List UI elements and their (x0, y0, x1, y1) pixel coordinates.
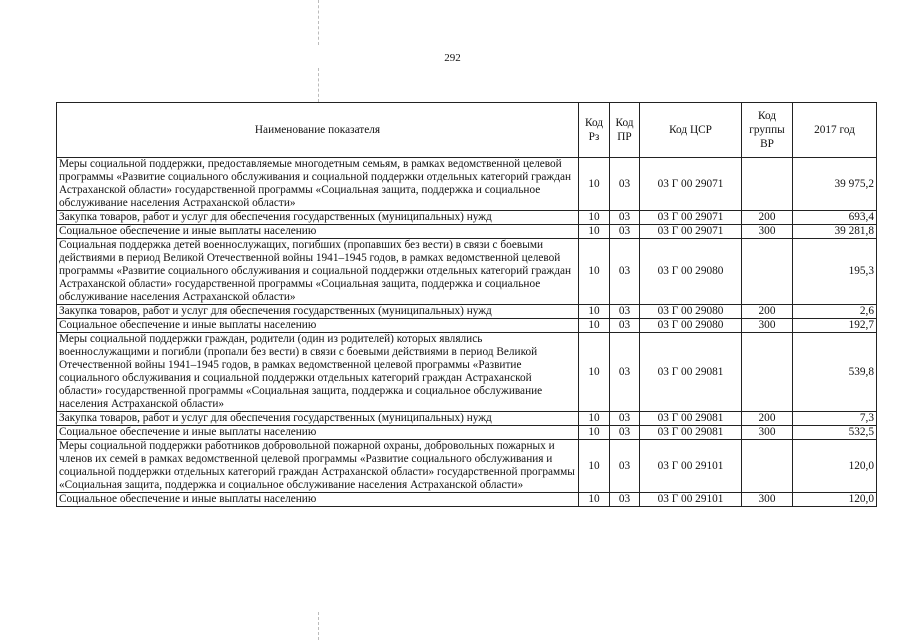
cell-name: Социальное обеспечение и иные выплаты населению (57, 426, 579, 440)
table-row (57, 319, 877, 333)
cell-vr: 300 (742, 225, 793, 239)
cell-rz: 10 (579, 211, 610, 225)
cell-csr: 03 Г 00 29081 (640, 426, 742, 440)
table-row (57, 333, 877, 412)
cell-rz: 10 (579, 426, 610, 440)
cell-amount: 39 975,2 (793, 158, 877, 211)
cell-vr (742, 440, 793, 493)
table-header-row (57, 103, 877, 158)
cell-rz: 10 (579, 333, 610, 412)
cell-name: Социальное обеспечение и иные выплаты населению (57, 225, 579, 239)
header-csr: Код ЦСР (640, 103, 742, 158)
scan-artifact-line (318, 0, 319, 45)
cell-name: Меры социальной поддержки работников добровольной пожарной охраны, добровольных пожарных и членов их семей в рамках ведомственной целевой программы «Развитие социального обслуживания и социальной поддержки отдельных категорий граждан Астраханской области» государственной программы «Социальная защита, поддержка и социальное обслуживание населения Астраханской области» (57, 440, 579, 493)
cell-rz: 10 (579, 412, 610, 426)
table-row (57, 305, 877, 319)
header-vr: Код группы ВР (742, 103, 793, 158)
cell-name: Социальная поддержка детей военнослужащих, погибших (пропавших без вести) в связи с боевыми действиями в период Великой Отечественной войны 1941–1945 годов, в рамках ведомственной целевой программы «Развитие социального обслуживания и социальной поддержки отдельных категорий граждан Астраханской области» государственной программы «Социальная защита, поддержка и социальное обслуживание населения Астраханской области» (57, 239, 579, 305)
cell-rz: 10 (579, 305, 610, 319)
cell-pr: 03 (610, 305, 640, 319)
header-year: 2017 год (793, 103, 877, 158)
cell-csr: 03 Г 00 29071 (640, 158, 742, 211)
cell-csr: 03 Г 00 29071 (640, 225, 742, 239)
cell-rz: 10 (579, 225, 610, 239)
cell-csr: 03 Г 00 29081 (640, 333, 742, 412)
cell-amount: 7,3 (793, 412, 877, 426)
cell-name: Социальное обеспечение и иные выплаты населению (57, 319, 579, 333)
cell-name: Закупка товаров, работ и услуг для обеспечения государственных (муниципальных) нужд (57, 211, 579, 225)
cell-pr: 03 (610, 412, 640, 426)
cell-amount: 539,8 (793, 333, 877, 412)
cell-rz: 10 (579, 440, 610, 493)
cell-vr: 300 (742, 426, 793, 440)
cell-vr: 300 (742, 319, 793, 333)
cell-csr: 03 Г 00 29081 (640, 412, 742, 426)
cell-csr: 03 Г 00 29101 (640, 493, 742, 507)
cell-vr: 200 (742, 412, 793, 426)
cell-pr: 03 (610, 440, 640, 493)
cell-amount: 693,4 (793, 211, 877, 225)
table-row (57, 440, 877, 493)
cell-pr: 03 (610, 225, 640, 239)
cell-pr: 03 (610, 426, 640, 440)
table-row (57, 412, 877, 426)
cell-vr: 200 (742, 211, 793, 225)
cell-vr (742, 239, 793, 305)
cell-rz: 10 (579, 239, 610, 305)
cell-vr (742, 333, 793, 412)
header-rz: Код Рз (579, 103, 610, 158)
cell-csr: 03 Г 00 29071 (640, 211, 742, 225)
cell-vr: 300 (742, 493, 793, 507)
cell-pr: 03 (610, 211, 640, 225)
cell-pr: 03 (610, 319, 640, 333)
cell-csr: 03 Г 00 29080 (640, 239, 742, 305)
header-pr: Код ПР (610, 103, 640, 158)
table-row (57, 158, 877, 211)
cell-name: Меры социальной поддержки граждан, родители (один из родителей) которых являлись военнослужащими и погибли (пропали без вести) в связи с боевыми действиями в период Великой Отечественной войны 1941–1945 годов, в рамках ведомственной целевой программы «Развитие социального обслуживания и социальной поддержки отдельных категорий граждан Астраханской области» государственной программы «Социальная защита, поддержка и социальное обслуживание населения Астраханской области» (57, 333, 579, 412)
table-row (57, 493, 877, 507)
cell-amount: 192,7 (793, 319, 877, 333)
cell-csr: 03 Г 00 29080 (640, 319, 742, 333)
cell-pr: 03 (610, 239, 640, 305)
budget-table (56, 102, 877, 507)
cell-amount: 120,0 (793, 440, 877, 493)
cell-pr: 03 (610, 493, 640, 507)
cell-vr (742, 158, 793, 211)
cell-amount: 39 281,8 (793, 225, 877, 239)
table-row (57, 211, 877, 225)
table-row (57, 225, 877, 239)
cell-csr: 03 Г 00 29101 (640, 440, 742, 493)
cell-rz: 10 (579, 493, 610, 507)
cell-amount: 532,5 (793, 426, 877, 440)
cell-vr: 200 (742, 305, 793, 319)
cell-pr: 03 (610, 333, 640, 412)
cell-rz: 10 (579, 319, 610, 333)
cell-pr: 03 (610, 158, 640, 211)
table-row (57, 426, 877, 440)
cell-amount: 120,0 (793, 493, 877, 507)
page-number: 292 (444, 52, 461, 64)
cell-name: Социальное обеспечение и иные выплаты населению (57, 493, 579, 507)
scan-artifact-line (318, 612, 319, 640)
cell-rz: 10 (579, 158, 610, 211)
cell-amount: 195,3 (793, 239, 877, 305)
cell-csr: 03 Г 00 29080 (640, 305, 742, 319)
cell-name: Закупка товаров, работ и услуг для обеспечения государственных (муниципальных) нужд (57, 305, 579, 319)
scan-artifact-line (318, 68, 319, 102)
cell-name: Меры социальной поддержки, предоставляемые многодетным семьям, в рамках ведомственной целевой программы «Развитие социального обслуживания и социальной поддержки отдельных категорий граждан Астраханской области» государственной программы «Социальная защита, поддержка и социальное обслуживание населения Астраханской области» (57, 158, 579, 211)
cell-name: Закупка товаров, работ и услуг для обеспечения государственных (муниципальных) нужд (57, 412, 579, 426)
cell-amount: 2,6 (793, 305, 877, 319)
table-row (57, 239, 877, 305)
header-name: Наименование показателя (57, 103, 579, 158)
